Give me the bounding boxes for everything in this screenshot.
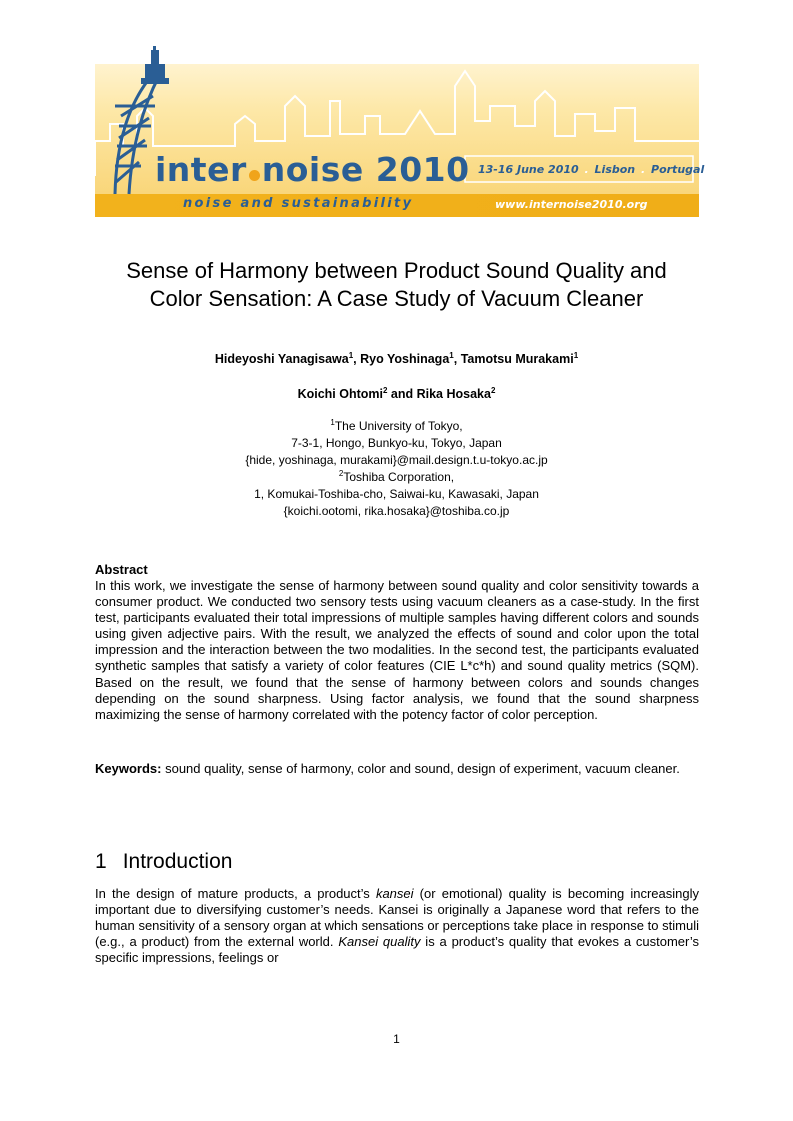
affiliation-mark: 2: [338, 469, 344, 478]
brand-left: inter: [155, 150, 247, 189]
conference-dates: [478, 163, 704, 176]
dot-separator: .: [640, 163, 646, 176]
section-heading: [95, 850, 232, 874]
country-text: Portugal: [651, 163, 705, 176]
intro-emphasis: Kansei quality: [338, 934, 421, 950]
brand-right: noise 2010: [261, 150, 470, 189]
conference-banner: [95, 46, 705, 217]
affiliation-name: Toshiba Corporation,: [343, 470, 455, 484]
affiliation-2-name: [60, 469, 733, 486]
author-name: Hideyoshi Yanagisawa: [214, 352, 349, 366]
author-affiliation-mark: 2: [490, 385, 496, 395]
author-affiliation-mark: 1: [348, 350, 354, 360]
abstract-body: In this work, we investigate the sense of harmony between sound quality and color sensitivity towards a consumer product. We conducted two sensory tests using vacuum cleaners as a case-study. In the first test, participants evaluated their total impressions of multiple samples having different colors and sounds using given adjective pairs. With the result, we analyzed the effects of sound and color upon the total impression and the interaction between the two modalities. In the second test, the participants evaluated synthetic samples that satisfy a variety of color features (CIE L*c*h) and sound quality metrics (SQM). Based on the result, we found that the sense of harmony between colors and sounds changes depending on the sound sharpness. Using factor analysis, we found that the sound sharpness maximizing the sense of harmony correlated with the potency factor of color perception.: [95, 578, 699, 722]
author-affiliation-mark: 2: [382, 385, 388, 395]
authors-line-1: [60, 352, 733, 366]
lisbon-skyline-icon: [95, 46, 699, 217]
author-affiliation-mark: 1: [449, 350, 454, 360]
dates-text: 13-16 June 2010: [478, 163, 579, 176]
paper-title: [60, 257, 733, 313]
intro-paragraph: [95, 886, 699, 966]
section-title: Introduction: [122, 850, 233, 873]
affiliation-2-email: {koichi.ootomi, rika.hosaka}@toshiba.co.jp: [283, 504, 510, 518]
section-number: 1: [95, 850, 107, 873]
affiliation-1-email: {hide, yoshinaga, murakami}@mail.design.t.u-tokyo.ac.jp: [245, 453, 548, 467]
affiliation-1-name: [60, 418, 733, 435]
brand-wordmark: [155, 150, 470, 189]
author-separator: and: [387, 387, 417, 401]
affiliation-name: The University of Tokyo,: [334, 419, 463, 433]
keywords: [95, 761, 699, 777]
conference-url: www.internoise2010.org: [495, 198, 648, 211]
affiliations: [60, 418, 733, 520]
intro-text: (or emotional) quality is becoming increasingly important due to diversifying customer’s needs. Kansei is originally a Japanese word that refers to the human sensitivity of a sensory organ at which sensations or perceptions take place in response to stimuli (e.g., a product) from the external world.: [95, 886, 699, 950]
title-line-2: Color Sensation: A Case Study of Vacuum Cleaner: [149, 286, 644, 311]
intro-emphasis: kansei: [375, 886, 414, 901]
affiliation-2-address: 1, Komukai-Toshiba-cho, Saiwai-ku, Kawasaki, Japan: [254, 487, 539, 501]
intro-text: is a product’s quality that evokes a customer’s specific impressions, feelings or: [95, 934, 699, 966]
author-separator: ,: [353, 352, 361, 366]
city-text: Lisbon: [594, 163, 636, 176]
author-name: Rika Hosaka: [416, 387, 491, 401]
affiliation-mark: 1: [330, 418, 335, 427]
affiliation-1-address: 7-3-1, Hongo, Bunkyo-ku, Tokyo, Japan: [291, 436, 502, 450]
title-line-1: Sense of Harmony between Product Sound Quality and: [126, 258, 667, 283]
author-separator: ,: [453, 352, 461, 366]
author-name: Ryo Yoshinaga: [360, 352, 450, 366]
intro-text: In the design of mature products, a product’s: [95, 886, 376, 901]
page-number: 1: [393, 1032, 400, 1046]
abstract-heading: Abstract: [95, 562, 148, 577]
author-name: Tamotsu Murakami: [460, 352, 574, 366]
author-name: Koichi Ohtomi: [297, 387, 383, 401]
keywords-label: Keywords:: [95, 761, 162, 776]
conference-tagline: noise and sustainability: [183, 196, 414, 211]
brand-dot-icon: [249, 170, 260, 181]
author-affiliation-mark: 1: [573, 350, 579, 360]
dot-separator: .: [584, 163, 589, 176]
keywords-text: sound quality, sense of harmony, color and sound, design of experiment, vacuum cleaner.: [165, 761, 680, 776]
authors-line-2: [60, 387, 733, 401]
